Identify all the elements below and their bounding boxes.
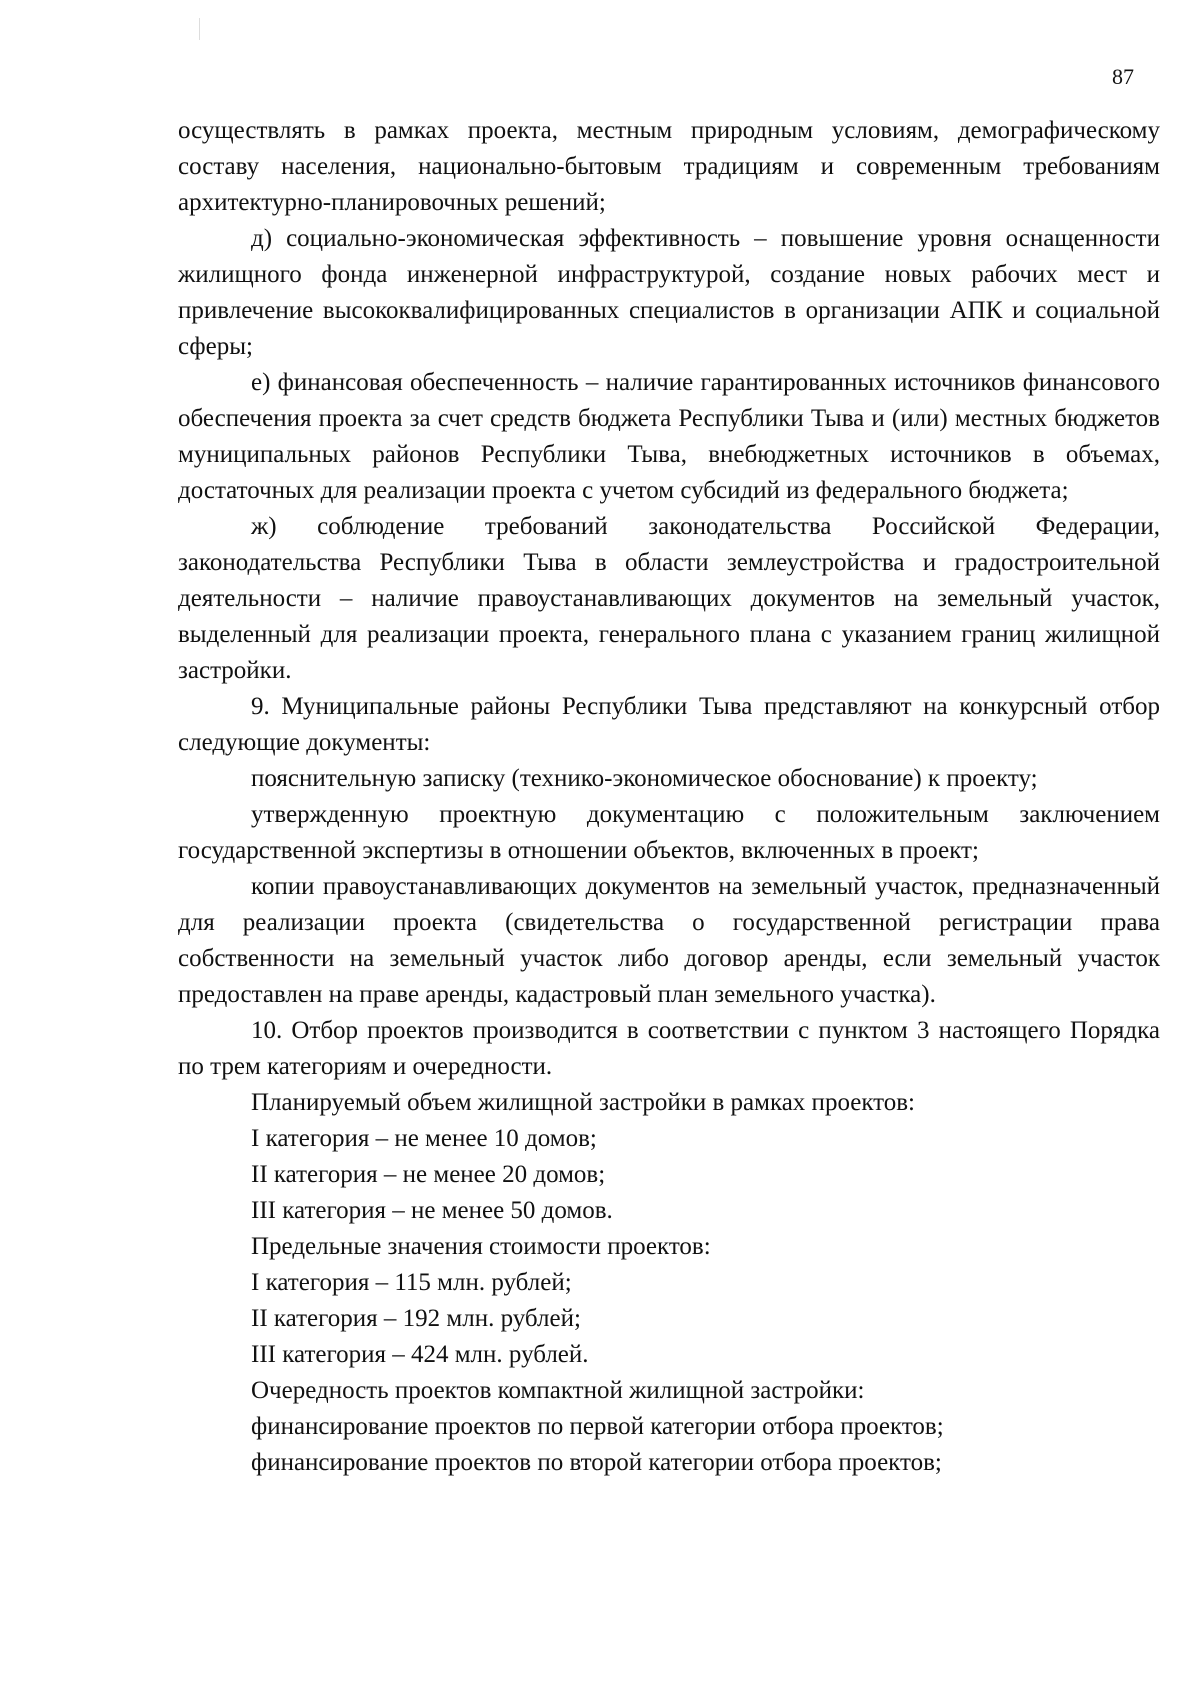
paragraph-section-10: 10. Отбор проектов производится в соответствии с пунктом 3 настоящего Порядка по трем категориям и очередности. (178, 1017, 1160, 1080)
paragraph-cost-category-1: I категория – 115 млн. рублей; (251, 1269, 572, 1296)
paragraph-item-zh: ж) соблюдение требований законодательства Российской Федерации, законодательства Республики Тыва в области землеустройства и градостроительной деятельности – наличие правоустанавливающих документов на земельный участок, выделенный для реализации проекта, генерального плана с указанием границ жилищной застройки. (178, 513, 1160, 684)
paragraph-continuation: осуществлять в рамках проекта, местным природным условиям, демографическому составу населения, национально-бытовым традициям и современным требованиям архитектурно-планировочных решений; (178, 117, 1160, 216)
scan-artifact-line (199, 18, 200, 40)
paragraph-doc-explanatory-note: пояснительную записку (технико-экономическое обоснование) к проекту; (251, 765, 1038, 792)
paragraph-item-e: е) финансовая обеспеченность – наличие гарантированных источников финансового обеспечения проекта за счет средств бюджета Республики Тыва и (или) местных бюджетов муниципальных районов Республики Тыва, внебюджетных источников в объемах, достаточных для реализации проекта с учетом субсидий из федерального бюджета; (178, 369, 1160, 504)
paragraph-doc-land-rights: копии правоустанавливающих документов на земельный участок, предназначенный для реализации проекта (свидетельства о государственной регистрации права собственности на земельный участок либо договор аренды, если земельный участок предоставлен на праве аренды, кадастровый план земельного участка). (178, 873, 1160, 1008)
paragraph-cost-heading: Предельные значения стоимости проектов: (251, 1233, 711, 1260)
paragraph-priority-second: финансирование проектов по второй категории отбора проектов; (251, 1449, 942, 1476)
paragraph-cost-category-3: III категория – 424 млн. рублей. (251, 1341, 589, 1368)
paragraph-section-9: 9. Муниципальные районы Республики Тыва представляют на конкурсный отбор следующие документы: (178, 693, 1160, 756)
paragraph-priority-heading: Очередность проектов компактной жилищной застройки: (251, 1377, 865, 1404)
page-number: 87 (1112, 64, 1134, 89)
paragraph-doc-project-documentation: утвержденную проектную документацию с положительным заключением государственной экспертизы в отношении объектов, включенных в проект; (178, 801, 1160, 864)
paragraph-volume-category-2: II категория – не менее 20 домов; (251, 1161, 606, 1188)
paragraph-volume-heading: Планируемый объем жилищной застройки в рамках проектов: (251, 1089, 916, 1116)
paragraph-volume-category-1: I категория – не менее 10 домов; (251, 1125, 597, 1152)
document-body (178, 113, 1160, 1481)
paragraph-priority-first: финансирование проектов по первой категории отбора проектов; (251, 1413, 944, 1440)
paragraph-item-d: д) социально-экономическая эффективность – повышение уровня оснащенности жилищного фонда инженерной инфраструктурой, создание новых рабочих мест и привлечение высококвалифицированных специалистов в организации АПК и социальной сферы; (178, 225, 1160, 360)
paragraph-volume-category-3: III категория – не менее 50 домов. (251, 1197, 613, 1224)
paragraph-cost-category-2: II категория – 192 млн. рублей; (251, 1305, 581, 1332)
